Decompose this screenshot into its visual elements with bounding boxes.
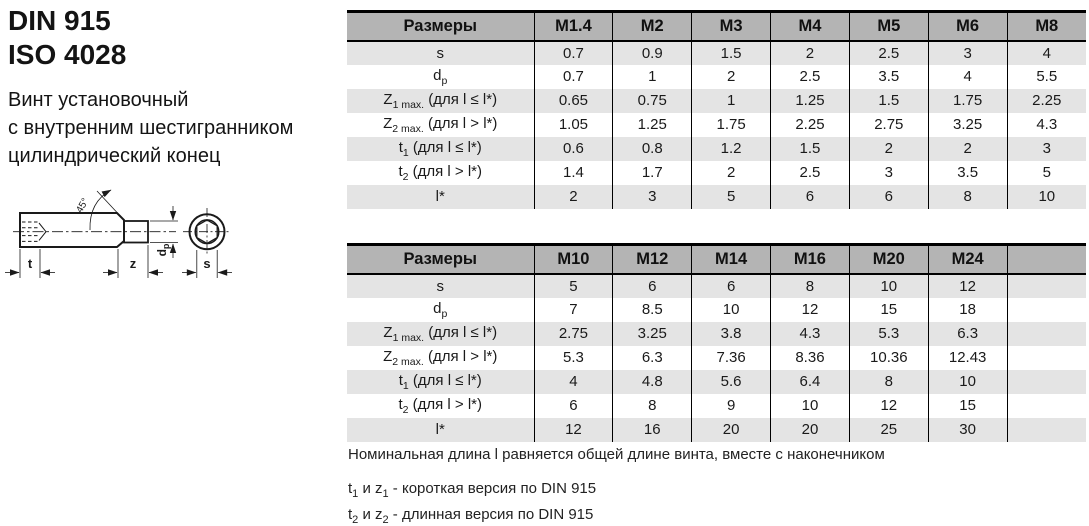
column-header-m4: M4 (771, 12, 850, 41)
dimension-value-cell: 2.5 (771, 161, 850, 185)
dimension-value-cell: 7.36 (692, 346, 771, 370)
angle-label: 45° (74, 196, 92, 216)
dimension-value-cell: 6 (534, 394, 613, 418)
row-label: s (347, 274, 534, 298)
dimension-value-cell: 10 (928, 370, 1007, 394)
dimension-value-cell: 5.5 (1007, 65, 1086, 89)
row-label: s (347, 41, 534, 65)
dimension-value-cell: 2 (692, 161, 771, 185)
row-header-title: Размеры (347, 12, 534, 41)
row-label: l* (347, 185, 534, 209)
dimension-value-cell: 0.8 (613, 137, 692, 161)
dimensions-table-small-sizes (347, 10, 1086, 209)
table-row (347, 65, 1086, 89)
dimension-value-cell: 10 (771, 394, 850, 418)
dimension-value-cell: 6 (613, 274, 692, 298)
dimension-value-cell: 16 (613, 418, 692, 442)
dimension-value-cell: 4.3 (1007, 113, 1086, 137)
dimension-value-cell: 12.43 (928, 346, 1007, 370)
standard-din: DIN 915 (8, 5, 111, 36)
column-header-m20: M20 (849, 245, 928, 274)
dimension-value-cell: 1.5 (849, 89, 928, 113)
dimension-value-cell: 5.3 (534, 346, 613, 370)
dimension-value-cell: 0.7 (534, 41, 613, 65)
dimension-value-cell: 1.25 (613, 113, 692, 137)
dimension-value-cell: 2 (692, 65, 771, 89)
dimension-value-cell: 1.5 (771, 137, 850, 161)
dimension-value-cell: 4 (1007, 41, 1086, 65)
row-label: $t_2$ (для l > l*) (347, 161, 534, 185)
dimension-value-cell: 6 (771, 185, 850, 209)
dimension-value-cell: 1 (613, 65, 692, 89)
dimension-value-cell: 3 (1007, 137, 1086, 161)
dimension-value-cell: 0.9 (613, 41, 692, 65)
row-label: $d_p$ (347, 65, 534, 89)
chamfer-extension-line (97, 191, 124, 220)
description-line-1: Винт установочный (8, 89, 189, 111)
column-header-m5: M5 (849, 12, 928, 41)
dimension-value-cell: 6 (692, 274, 771, 298)
column-header-m12: M12 (613, 245, 692, 274)
side-view (13, 190, 176, 247)
dimension-value-cell (1007, 418, 1086, 442)
column-header-m16: M16 (771, 245, 850, 274)
row-label: $Z_{2 max.}$ (для l > l*) (347, 113, 534, 137)
column-header-m24: M24 (928, 245, 1007, 274)
table-row (347, 185, 1086, 209)
dimension-value-cell: 5.3 (849, 322, 928, 346)
dimension-value-cell: 10.36 (849, 346, 928, 370)
dimension-value-cell: 0.6 (534, 137, 613, 161)
dimension-value-cell: 30 (928, 418, 1007, 442)
dimension-value-cell: 3.25 (613, 322, 692, 346)
dimension-value-cell: 8.5 (613, 298, 692, 322)
dimension-value-cell: 2.75 (534, 322, 613, 346)
dimension-value-cell: 0.75 (613, 89, 692, 113)
dimension-value-cell: 1.4 (534, 161, 613, 185)
table-row (347, 113, 1086, 137)
note-nominal-length: Номинальная длина l равняется общей длине винта, вместе с наконечником (348, 446, 885, 463)
footnotes (348, 446, 885, 526)
dimension-value-cell: 2 (928, 137, 1007, 161)
dimension-value-cell: 2 (849, 137, 928, 161)
dimension-t-label: t (27, 256, 33, 271)
row-label: $t_1$ (для l ≤ l*) (347, 137, 534, 161)
row-label: $d_p$ (347, 298, 534, 322)
dimension-value-cell: 8 (613, 394, 692, 418)
dimension-value-cell (1007, 322, 1086, 346)
dimension-value-cell: 2.25 (771, 113, 850, 137)
table-row (347, 137, 1086, 161)
angle-arc (90, 190, 111, 230)
dimension-value-cell (1007, 298, 1086, 322)
dimension-value-cell: 6.3 (613, 346, 692, 370)
dimension-value-cell: 8 (928, 185, 1007, 209)
dimension-value-cell: 3 (928, 41, 1007, 65)
standard-iso: ISO 4028 (8, 39, 127, 70)
dimension-z-label: z (129, 256, 137, 271)
dimension-value-cell: 1.05 (534, 113, 613, 137)
standards-block (8, 4, 126, 72)
description-line-2: с внутренним шестигранником (8, 117, 294, 139)
dimension-value-cell: 3 (849, 161, 928, 185)
dimension-value-cell: 9 (692, 394, 771, 418)
dimension-value-cell: 1.5 (692, 41, 771, 65)
dimension-value-cell: 10 (849, 274, 928, 298)
dimension-value-cell: 7 (534, 298, 613, 322)
table-row (347, 322, 1086, 346)
dimension-value-cell: 3.25 (928, 113, 1007, 137)
dimension-value-cell: 0.65 (534, 89, 613, 113)
dimension-value-cell: 15 (849, 298, 928, 322)
dimension-value-cell: 12 (849, 394, 928, 418)
table-row (347, 41, 1086, 65)
table-row (347, 89, 1086, 113)
dimension-value-cell (1007, 274, 1086, 298)
column-header-m6: M6 (928, 12, 1007, 41)
dimension-value-cell: 6.3 (928, 322, 1007, 346)
row-label: $Z_{1 max.}$ (для l ≤ l*) (347, 322, 534, 346)
dimension-value-cell: 3.5 (928, 161, 1007, 185)
row-header-title: Размеры (347, 245, 534, 274)
dimension-value-cell: 2.5 (771, 65, 850, 89)
table-row (347, 298, 1086, 322)
dimensions-table-large-sizes (347, 243, 1086, 442)
note-long-version: $t_2$ и $z_2$ - длинная версия по DIN 915 (348, 506, 594, 526)
dimension-value-cell: 1.2 (692, 137, 771, 161)
dimension-value-cell: 12 (771, 298, 850, 322)
dimension-value-cell: 4.3 (771, 322, 850, 346)
dimension-value-cell: 10 (1007, 185, 1086, 209)
dimension-value-cell: 20 (692, 418, 771, 442)
dimension-value-cell: 12 (928, 274, 1007, 298)
dimension-value-cell: 25 (849, 418, 928, 442)
dimension-value-cell: 3.8 (692, 322, 771, 346)
dimension-value-cell: 5.6 (692, 370, 771, 394)
dimension-value-cell (1007, 346, 1086, 370)
dimension-value-cell: 12 (534, 418, 613, 442)
dimension-value-cell: 4 (534, 370, 613, 394)
column-header-empty (1007, 245, 1086, 274)
dimension-value-cell: 2.25 (1007, 89, 1086, 113)
dimension-value-cell: 5 (534, 274, 613, 298)
dimension-value-cell: 5 (1007, 161, 1086, 185)
dimension-value-cell: 10 (692, 298, 771, 322)
column-header-m1.4: M1.4 (534, 12, 613, 41)
table-row (347, 370, 1086, 394)
dimension-s-label: s (203, 256, 211, 271)
dimension-value-cell: 4 (928, 65, 1007, 89)
setscrew-technical-drawing (2, 178, 267, 290)
row-label: $Z_{1 max.}$ (для l ≤ l*) (347, 89, 534, 113)
dimension-value-cell: 6 (849, 185, 928, 209)
dimension-value-cell: 8 (849, 370, 928, 394)
dimension-value-cell: 2 (771, 41, 850, 65)
dimension-value-cell: 3 (613, 185, 692, 209)
dimension-value-cell: 20 (771, 418, 850, 442)
dimension-value-cell: 2.75 (849, 113, 928, 137)
column-header-m3: M3 (692, 12, 771, 41)
row-label: l* (347, 418, 534, 442)
table-row (347, 394, 1086, 418)
table-row (347, 346, 1086, 370)
dimension-value-cell: 0.7 (534, 65, 613, 89)
row-label: $t_1$ (для l ≤ l*) (347, 370, 534, 394)
table-row (347, 161, 1086, 185)
dimension-value-cell: 1 (692, 89, 771, 113)
dimension-value-cell: 1.7 (613, 161, 692, 185)
table-row (347, 418, 1086, 442)
column-header-m8: M8 (1007, 12, 1086, 41)
dimension-dp-label: $d_p$ (155, 243, 171, 257)
dimension-value-cell: 18 (928, 298, 1007, 322)
dimension-value-cell: 6.4 (771, 370, 850, 394)
dimension-value-cell (1007, 394, 1086, 418)
dimension-value-cell: 2.5 (849, 41, 928, 65)
column-header-m2: M2 (613, 12, 692, 41)
dimension-value-cell: 3.5 (849, 65, 928, 89)
end-view (183, 208, 231, 256)
dimension-value-cell: 8 (771, 274, 850, 298)
row-label: $Z_{2 max.}$ (для l > l*) (347, 346, 534, 370)
column-header-m14: M14 (692, 245, 771, 274)
dimension-value-cell: 1.25 (771, 89, 850, 113)
dimension-value-cell (1007, 370, 1086, 394)
dimension-value-cell: 15 (928, 394, 1007, 418)
dimension-value-cell: 5 (692, 185, 771, 209)
row-label: $t_2$ (для l > l*) (347, 394, 534, 418)
product-description (8, 86, 293, 170)
dimension-value-cell: 1.75 (692, 113, 771, 137)
dimension-value-cell: 4.8 (613, 370, 692, 394)
dimension-value-cell: 1.75 (928, 89, 1007, 113)
column-header-m10: M10 (534, 245, 613, 274)
description-line-3: цилиндрический конец (8, 145, 221, 167)
dimension-value-cell: 8.36 (771, 346, 850, 370)
note-short-version: $t_1$ и $z_1$ - короткая версия по DIN 915 (348, 480, 597, 500)
dimension-value-cell: 2 (534, 185, 613, 209)
table-row (347, 274, 1086, 298)
